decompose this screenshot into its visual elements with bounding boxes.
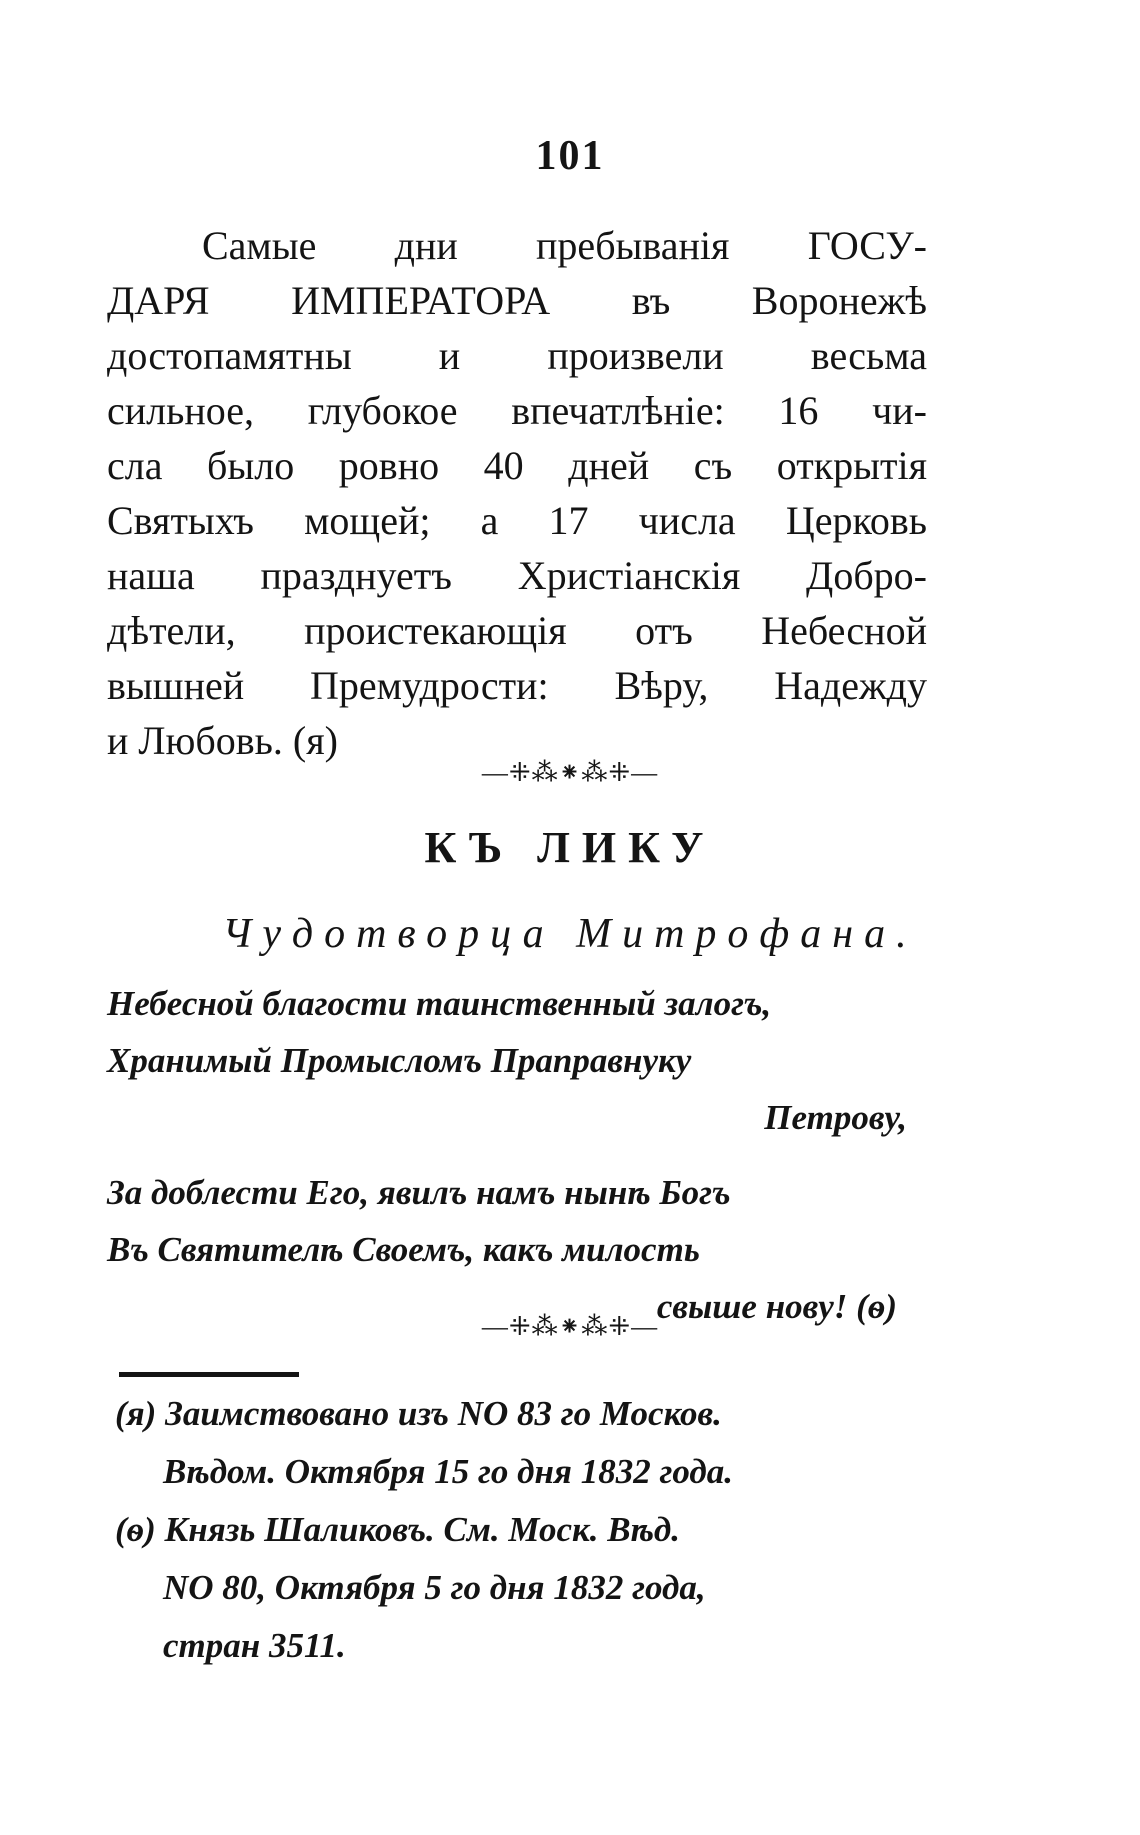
footnote-line: (ѳ) Князь Шаликовъ. См. Моск. Вѣд. bbox=[115, 1510, 681, 1549]
body-line: сла было ровно 40 дней съ открытія bbox=[107, 443, 927, 488]
poem-heading: КЪ ЛИКУ bbox=[424, 823, 716, 872]
poem-subheading: Чудотворца Митрофана. bbox=[222, 911, 918, 957]
verse-line: свыше нову! (ѳ) bbox=[656, 1287, 897, 1326]
footnote-rule bbox=[119, 1372, 299, 1377]
page-number: 101 bbox=[535, 133, 605, 179]
verse-line: За доблести Его, явилъ намъ нынѣ Богъ bbox=[107, 1173, 731, 1212]
body-line: ДАРЯ ИМПЕРАТОРА въ Воронежѣ bbox=[107, 278, 927, 323]
ornament-divider-bottom: —⁜⁂⁕⁂⁜— bbox=[481, 1312, 659, 1341]
body-line: достопамятны и произвели весьма bbox=[107, 333, 927, 378]
poem-verse bbox=[107, 975, 937, 1335]
verse-line: Небесной благости таинственный залогъ, bbox=[107, 984, 772, 1023]
footnote-line: стран 3511. bbox=[163, 1626, 346, 1665]
footnote-line: (я) Заимствовано изъ NO 83 го Москов. bbox=[115, 1394, 722, 1433]
verse-line: Въ Святителѣ Своемъ, какъ милость bbox=[107, 1230, 700, 1269]
body-paragraph bbox=[107, 218, 927, 768]
body-line: и Любовь. (я) bbox=[107, 718, 338, 763]
body-line: дѣтели, проистекающія отъ Небесной bbox=[107, 608, 927, 653]
body-line: Святыхъ мощей; а 17 числа Церковь bbox=[107, 498, 927, 543]
verse-line: Петрову, bbox=[764, 1098, 907, 1137]
footnote-line: NO 80, Октября 5 го дня 1832 года, bbox=[163, 1568, 706, 1607]
body-line: Самые дни пребыванія ГОСУ- bbox=[202, 223, 927, 268]
body-line: сильное, глубокое впечатлѣніе: 16 чи- bbox=[107, 388, 927, 433]
footnote-line: Вѣдом. Октября 15 го дня 1832 года. bbox=[163, 1452, 734, 1491]
verse-line: Хранимый Промысломъ Праправнуку bbox=[107, 1041, 692, 1080]
body-line: вышней Премудрости: Вѣру, Надежду bbox=[107, 663, 927, 708]
body-line: наша празднуетъ Христіанскія Добро- bbox=[107, 553, 927, 598]
footnotes bbox=[115, 1385, 945, 1675]
ornament-divider-top: —⁜⁂⁕⁂⁜— bbox=[481, 758, 659, 787]
